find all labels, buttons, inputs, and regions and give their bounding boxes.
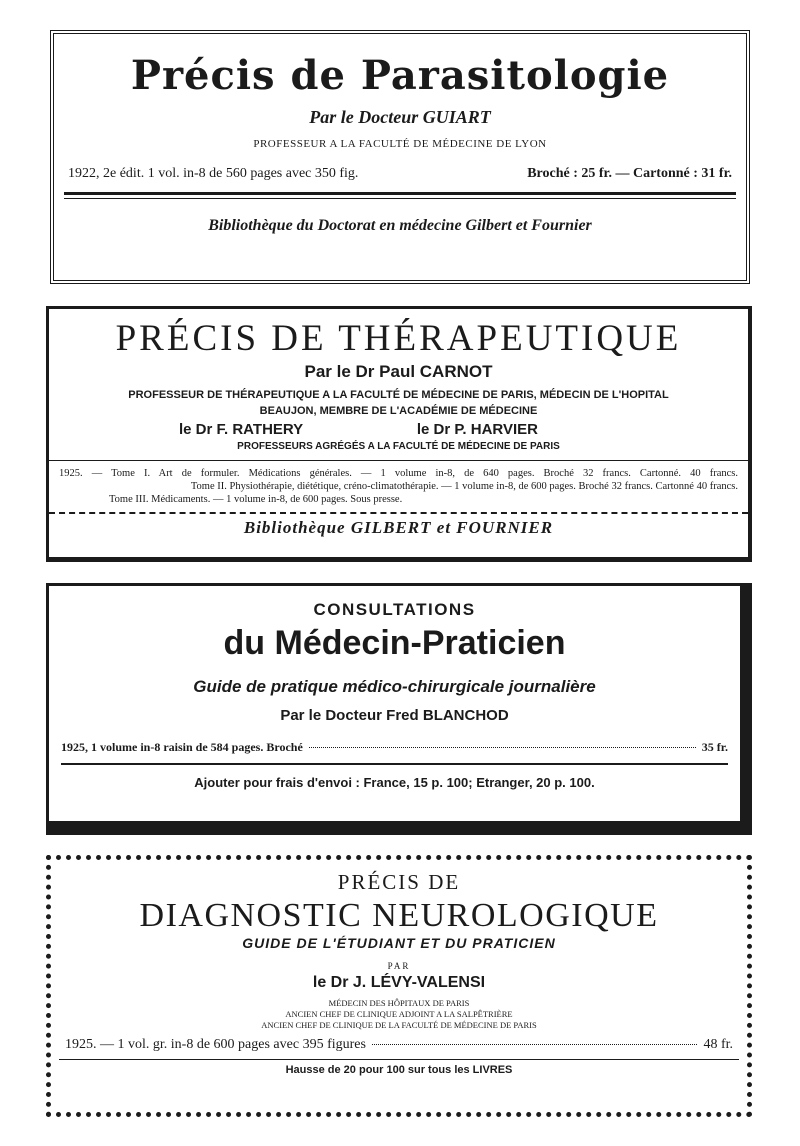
ad1-divider — [64, 192, 736, 199]
ad2-coauthor-2: le Dr P. HARVIER — [416, 421, 538, 438]
ad2-position — [49, 387, 748, 419]
ad-consultations — [46, 583, 752, 835]
ad1-library: Bibliothèque du Doctorat en médecine Gilbert et Fournier — [208, 217, 592, 234]
ad2-coauthors — [49, 421, 748, 438]
ad3-author: Par le Docteur Fred BLANCHOD — [280, 707, 509, 724]
ad4-edition: 1925. — 1 vol. gr. in-8 de 600 pages avec 395 figures — [65, 1037, 366, 1052]
ad2-coauthor-1: le Dr F. RATHERY — [179, 421, 304, 438]
ad2-dashed-divider — [49, 512, 748, 514]
ad4-title-line-1: MÉDECIN DES HÔPITAUX DE PARIS — [328, 998, 470, 1008]
ad-diagnostic-neurologique — [46, 855, 752, 1117]
ad4-subtitle: GUIDE DE L'ÉTUDIANT ET DU PRATICIEN — [242, 935, 556, 951]
ad3-divider — [61, 763, 728, 765]
ad4-edition-row — [65, 1037, 733, 1053]
ad2-volumes — [49, 467, 748, 506]
ad2-divider — [49, 460, 748, 461]
ad4-author: le Dr J. LÉVY-VALENSI — [312, 974, 486, 991]
ad1-edition-row — [68, 166, 732, 182]
ad3-edition: 1925, 1 volume in-8 raisin de 584 pages. Broché — [61, 740, 303, 754]
ad3-price: 35 fr. — [701, 740, 728, 754]
ad2-library: Bibliothèque GILBERT et FOURNIER — [243, 518, 554, 537]
ad2-coauthor-position: PROFESSEURS AGRÉGÉS A LA FACULTÉ DE MÉDECINE DE PARIS — [237, 441, 560, 452]
ad2-author: Par le Dr Paul CARNOT — [304, 362, 493, 381]
ad3-edition-row — [61, 740, 728, 755]
ad4-price: 48 fr. — [703, 1037, 733, 1052]
ad4-note: Hausse de 20 pour 100 sur tous les LIVRES — [285, 1064, 513, 1076]
ad4-divider — [59, 1059, 739, 1060]
ad4-title: DIAGNOSTIC NEUROLOGIQUE — [139, 897, 659, 934]
ad4-leader-dots — [372, 1044, 697, 1045]
ad1-edition: 1922, 2e édit. 1 vol. in-8 de 560 pages avec 350 fig. — [68, 166, 359, 181]
ad3-subtitle: Guide de pratique médico-chirurgicale journalière — [193, 677, 596, 696]
ad4-title-line-2: ANCIEN CHEF DE CLINIQUE ADJOINT A LA SALPÊTRIÈRE — [285, 1009, 513, 1019]
ad-therapeutique — [46, 306, 752, 562]
ad1-title: Précis de Parasitologie — [130, 52, 670, 99]
ad2-position-line1: PROFESSEUR DE THÉRAPEUTIQUE A LA FACULTÉ DE MÉDECINE DE PARIS, MÉDECIN DE L'HOPITAL — [128, 389, 669, 401]
ad4-par: PAR — [387, 961, 411, 971]
ad3-shipping: Ajouter pour frais d'envoi : France, 15 p. 100; Etranger, 20 p. 100. — [194, 775, 595, 790]
ad4-title-line-3: ANCIEN CHEF DE CLINIQUE DE LA FACULTÉ DE MÉDECINE DE PARIS — [261, 1020, 537, 1030]
ad4-titles — [51, 998, 747, 1031]
ad1-position: PROFESSEUR A LA FACULTÉ DE MÉDECINE DE LYON — [253, 138, 547, 150]
ad1-price: Broché : 25 fr. — Cartonné : 31 fr. — [527, 166, 732, 181]
ad2-volume-1: 1925. — Tome I. Art de formuler. Médications générales. — 1 volume in-8, de 640 pages. Broché 32 francs. Cartonné. 40 francs. — [59, 468, 738, 479]
ad4-kicker: PRÉCIS DE — [337, 870, 461, 894]
ad2-volume-2: Tome II. Physiothérapie, diététique, créno-climatothérapie. — 1 volume in-8, de 600 pages. Broché 32 francs. Cartonné 40 francs. — [190, 481, 738, 492]
ad3-title: du Médecin-Praticien — [223, 624, 566, 662]
ad3-kicker: CONSULTATIONS — [313, 600, 476, 619]
ad-parasitologie — [50, 30, 750, 284]
ad2-title: PRÉCIS DE THÉRAPEUTIQUE — [115, 318, 682, 359]
ad3-leader-dots — [309, 747, 696, 748]
ad2-position-line2: BEAUJON, MEMBRE DE L'ACADÉMIE DE MÉDECINE — [259, 405, 538, 417]
ad1-author: Par le Docteur GUIART — [309, 107, 491, 127]
ad2-volume-3: Tome III. Médicaments. — 1 volume in-8, de 600 pages. Sous presse. — [109, 494, 403, 505]
